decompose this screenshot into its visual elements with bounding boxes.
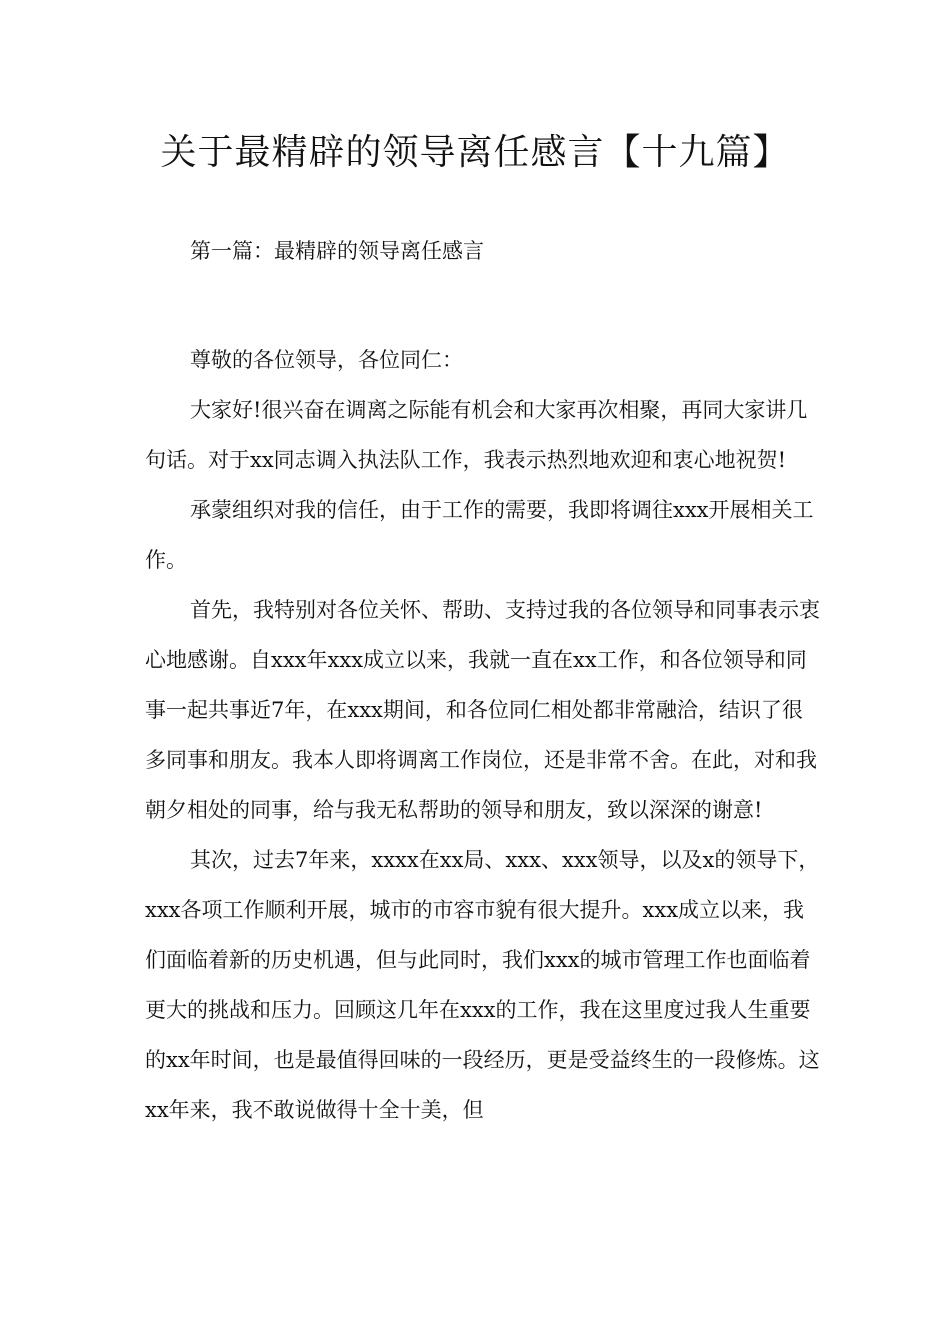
document-body bbox=[145, 335, 820, 1135]
paragraph-transfer: 承蒙组织对我的信任，由于工作的需要，我即将调往xxx开展相关工作。 bbox=[145, 498, 814, 572]
section-heading: 第一篇：最精辟的领导离任感言 bbox=[190, 239, 484, 263]
paragraph-review: 其次，过去7年来，xxxx在xx局、xxx、xxx领导，以及x的领导下，xxx各项工作顺利开展，城市的市容市貌有很大提升。xxx成立以来，我们面临着新的历史机遇，但与此同时，我们xxx的城市管理工作也面临着更大的挑战和压力。回顾这几年在xxx的工作，我在这里度过我人生重要的xx年时间，也是最值得回味的一段经历，更是受益终生的一段修炼。这xx年来，我不敢说做得十全十美，但 bbox=[145, 848, 820, 1122]
paragraph-salutation: 尊敬的各位领导，各位同仁： bbox=[190, 348, 463, 372]
paragraph-thanks: 首先，我特别对各位关怀、帮助、支持过我的各位领导和同事表示衷心地感谢。自xxx年xxx成立以来，我就一直在xx工作，和各位领导和同事一起共事近7年，在xxx期间，和各位同仁相处都非常融洽，结识了很多同事和朋友。我本人即将调离工作岗位，还是非常不舍。在此，对和我朝夕相处的同事，给与我无私帮助的领导和朋友，致以深深的谢意! bbox=[145, 598, 820, 822]
paragraph-greeting: 大家好!很兴奋在调离之际能有机会和大家再次相聚，再同大家讲几句话。对于xx同志调入执法队工作，我表示热烈地欢迎和衷心地祝贺! bbox=[145, 398, 808, 472]
document-title: 关于最精辟的领导离任感言【十九篇】 bbox=[160, 132, 790, 173]
